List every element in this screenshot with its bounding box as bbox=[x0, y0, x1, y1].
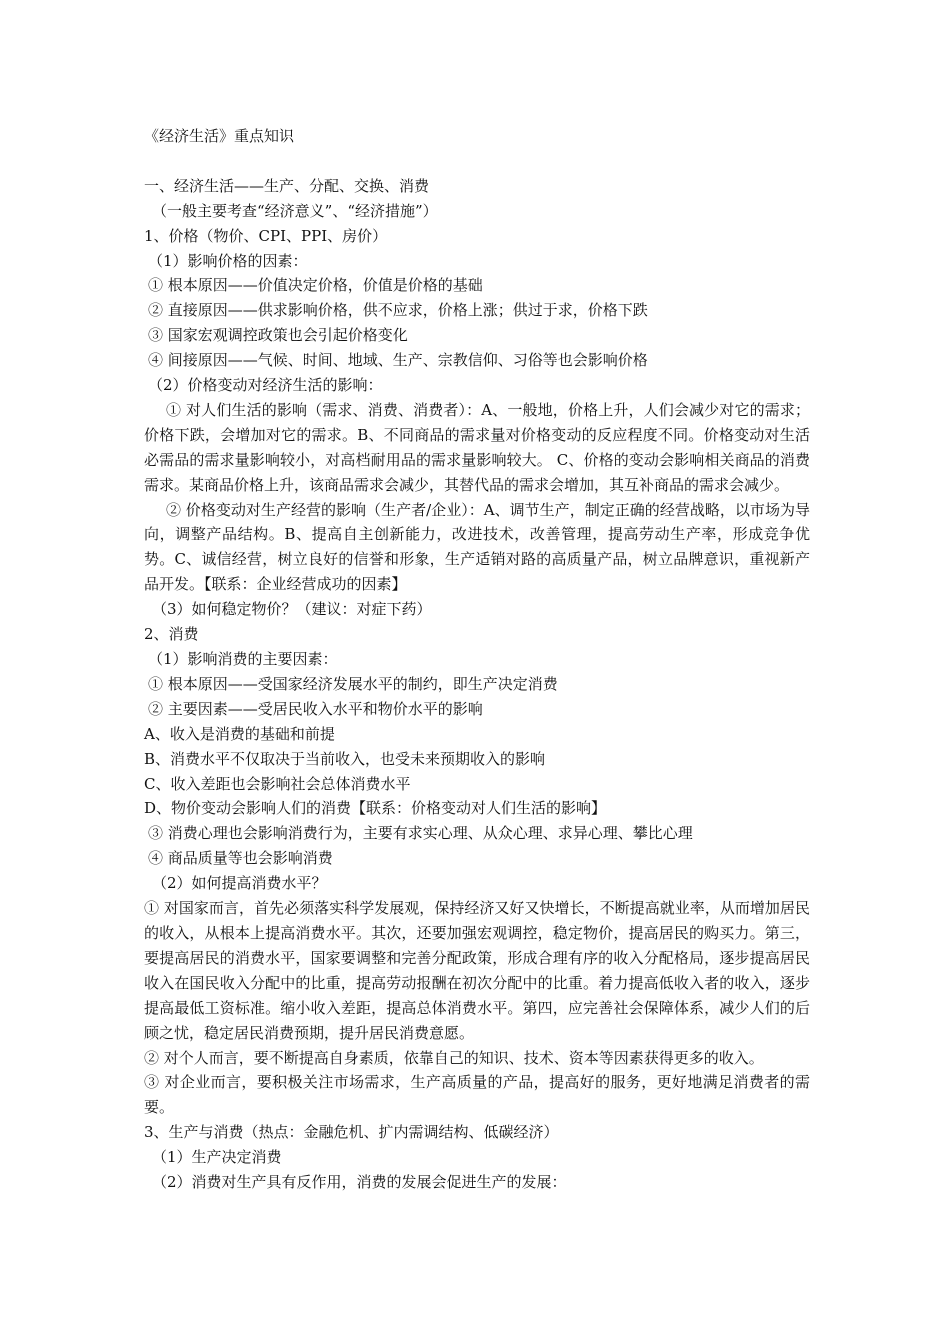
list-item: ① 根本原因——价值决定价格，价值是价格的基础 bbox=[148, 276, 483, 295]
item-heading: （3）如何稳定物价？（建议：对症下药） bbox=[152, 600, 432, 619]
body-paragraph: ③ 对企业而言，要积极关注市场需求，生产高质量的产品，提高好的服务，更好地满足消费者的需要。 bbox=[144, 1073, 810, 1117]
body-paragraph: ② 对个人而言，要不断提高自身素质，依靠自己的知识、技术、资本等因素获得更多的收入。 bbox=[144, 1048, 764, 1067]
item-heading: （2）如何提高消费水平？ bbox=[152, 874, 327, 893]
body-paragraph: ② 价格变动对生产经营的影响（生产者/企业）：A、调节生产，制定正确的经营战略，以市场为导向，调整产品结构。B、提高自主创新能力，改进技术，改善管理，提高劳动生产率，形成竞争优势。C、诚信经营，树立良好的信誉和形象，生产适销对路的高质量产品，树立品牌意识，重视新产品开发。【联系：企业经营成功的因素】 bbox=[144, 500, 810, 594]
subsection-heading-price: 1、价格（物价、CPI、PPI、房价） bbox=[144, 226, 388, 245]
item-heading: （2）消费对生产具有反作用，消费的发展会促进生产的发展： bbox=[152, 1173, 567, 1192]
document-title: 《经济生活》重点知识 bbox=[144, 127, 295, 145]
list-item: ② 直接原因——供求影响价格，供不应求，价格上涨；供过于求，价格下跌 bbox=[148, 301, 648, 320]
document-body bbox=[144, 124, 810, 1195]
section-heading-1: 一、经济生活——生产、分配、交换、消费 bbox=[144, 176, 430, 195]
list-item: C、收入差距也会影响社会总体消费水平 bbox=[144, 774, 411, 793]
list-item: ③ 国家宏观调控政策也会引起价格变化 bbox=[148, 326, 408, 345]
section-note: （一般主要考查“经济意义”、“经济措施”） bbox=[152, 201, 438, 220]
item-heading: （2）价格变动对经济生活的影响： bbox=[148, 376, 383, 395]
item-heading: （1）生产决定消费 bbox=[152, 1148, 282, 1167]
list-item: ④ 商品质量等也会影响消费 bbox=[148, 849, 333, 868]
list-item: ① 根本原因——受国家经济发展水平的制约，即生产决定消费 bbox=[148, 674, 558, 693]
list-item: D、物价变动会影响人们的消费【联系：价格变动对人们生活的影响】 bbox=[144, 799, 607, 818]
list-item: B、消费水平不仅取决于当前收入，也受未来预期收入的影响 bbox=[144, 749, 546, 768]
blank-line bbox=[144, 149, 810, 174]
item-heading: （1）影响价格的因素： bbox=[148, 251, 308, 270]
list-item: ② 主要因素——受居民收入水平和物价水平的影响 bbox=[148, 699, 483, 718]
body-paragraph: ① 对国家而言，首先必须落实科学发展观，保持经济又好又快增长，不断提高就业率，从而增加居民的收入，从根本上提高消费水平。其次，还要加强宏观调控，稳定物价，提高居民的购买力。第三，要提高居民的消费水平，国家要调整和完善分配政策，形成合理有序的收入分配格局，逐步提高居民收入在国民收入分配中的比重，提高劳动报酬在初次分配中的比重。着力提高低收入者的收入，逐步提高最低工资标准。缩小收入差距，提高总体消费水平。第四，应完善社会保障体系，减少人们的后顾之忧，稳定居民消费预期，提升居民消费意愿。 bbox=[144, 899, 810, 1042]
subsection-heading-consumption: 2、消费 bbox=[144, 625, 199, 644]
list-item: ④ 间接原因——气候、时间、地域、生产、宗教信仰、习俗等也会影响价格 bbox=[148, 351, 648, 370]
item-heading: （1）影响消费的主要因素： bbox=[148, 650, 338, 669]
list-item: A、收入是消费的基础和前提 bbox=[144, 724, 335, 743]
list-item: ③ 消费心理也会影响消费行为，主要有求实心理、从众心理、求异心理、攀比心理 bbox=[148, 824, 693, 843]
subsection-heading-production: 3、生产与消费（热点：金融危机、扩内需调结构、低碳经济） bbox=[144, 1123, 559, 1142]
body-paragraph: ① 对人们生活的影响（需求、消费、消费者）：A、一般地，价格上升，人们会减少对它的需求；价格下跌，会增加对它的需求。B、不同商品的需求量对价格变动的反应程度不同。价格变动对生活必需品的需求量影响较小，对高档耐用品的需求量影响较大。 C、价格的变动会影响相关商品的消费需求。某商品价格上升，该商品需求会减少，其替代品的需求会增加，其互补商品的需求会减少。 bbox=[144, 400, 810, 494]
